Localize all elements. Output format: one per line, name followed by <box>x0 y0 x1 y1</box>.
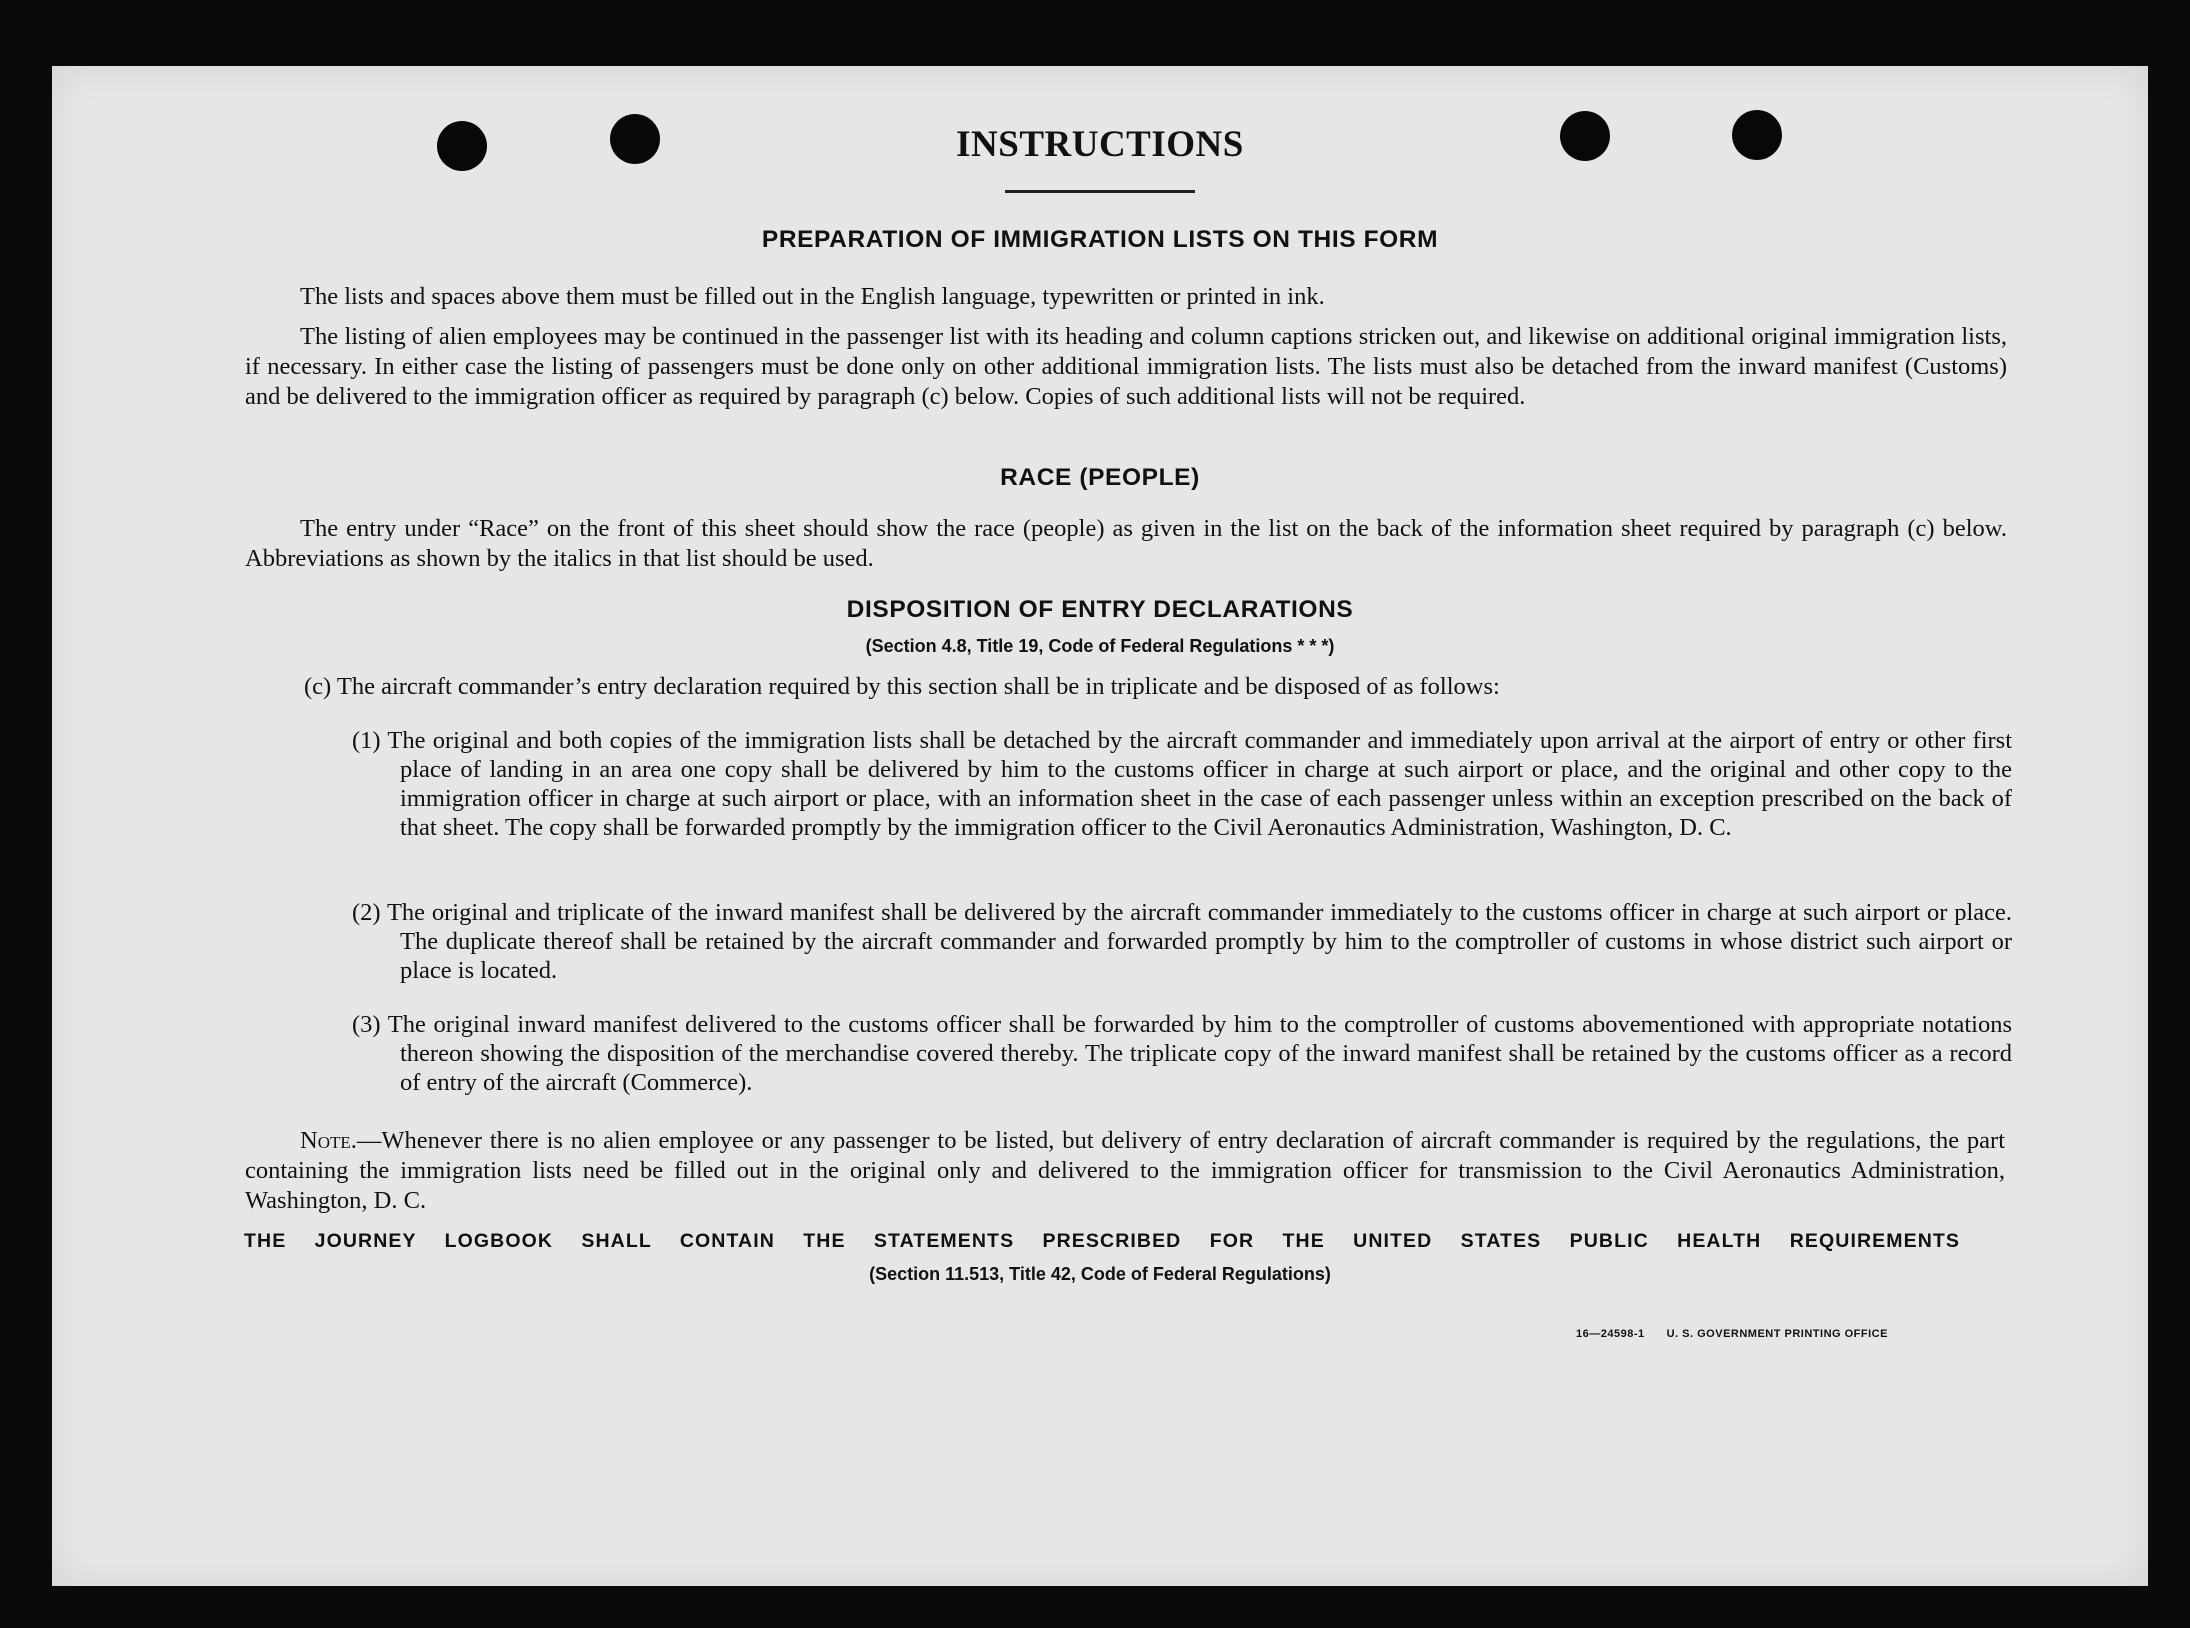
immigration-paragraph-1: The lists and spaces above them must be filled out in the English language, typewritten or printed in ink. <box>300 283 1325 310</box>
disposition-intro: (c) The aircraft commander’s entry declaration required by this section shall be in triplicate and be disposed of as follows: <box>304 673 1500 700</box>
logbook-statement: THE JOURNEY LOGBOOK SHALL CONTAIN THE STATEMENTS PRESCRIBED FOR THE UNITED STATES PUBLIC HEALTH REQUIREMENTS <box>244 1230 1960 1252</box>
immigration-heading: PREPARATION OF IMMIGRATION LISTS ON THIS FORM <box>761 226 1439 253</box>
note-label: Note. <box>300 1127 357 1154</box>
disposition-item-3: (3) The original inward manifest delivered to the customs officer shall be forwarded by him to the comptroller of customs abovementioned with appropriate notations thereon showing the disposition of the merchandise covered thereby. The triplicate copy of the inward manifest shall be retained by the customs officer as a record of entry of the aircraft (Commerce). <box>352 1011 2012 1096</box>
disposition-item-2: (2) The original and triplicate of the inward manifest shall be delivered by the aircraft commander immediately to the customs officer in charge at such airport or place. The duplicate thereof shall be retained by the aircraft commander and forwarded promptly by him to the comptroller of customs in whose district such airport or place is located. <box>352 899 2012 984</box>
title-rule <box>1005 190 1195 193</box>
note-paragraph <box>245 1126 2005 1216</box>
race-heading: RACE (PEOPLE) <box>1000 464 1200 491</box>
page-title: INSTRUCTIONS <box>956 124 1244 165</box>
form-code: 16—24598-1 <box>1576 1328 1645 1340</box>
print-footer <box>1576 1328 1888 1340</box>
race-paragraph: The entry under “Race” on the front of this sheet should show the race (people) as given in the list on the back of the information sheet required by paragraph (c) below. Abbreviations as shown by the italics in that list should be used. <box>245 515 2007 572</box>
immigration-paragraph-2: The listing of alien employees may be continued in the passenger list with its heading and column captions stricken out, and likewise on additional original immigration lists, if necessary. In either case the listing of passengers must be done only on other additional immigration lists. The lists must also be detached from the inward manifest (Customs) and be delivered to the immigration officer as required by paragraph (c) below. Copies of such additional lists will not be required. <box>245 323 2007 410</box>
logbook-citation: (Section 11.513, Title 42, Code of Federal Regulations) <box>869 1264 1331 1284</box>
printer-name: U. S. GOVERNMENT PRINTING OFFICE <box>1666 1328 1888 1340</box>
document-page <box>52 66 2148 1586</box>
disposition-subheading: (Section 4.8, Title 19, Code of Federal Regulations * * *) <box>865 636 1335 656</box>
disposition-heading: DISPOSITION OF ENTRY DECLARATIONS <box>846 596 1354 623</box>
disposition-item-1: (1) The original and both copies of the immigration lists shall be detached by the aircraft commander and immediately upon arrival at the airport of entry or other first place of landing in an area one copy shall be delivered by him to the customs officer in charge at such airport or place, and the original and other copy to the immigration officer in charge at such airport or place, with an information sheet in the case of each passenger unless within an exception prescribed on the back of that sheet. The copy shall be forwarded promptly by the immigration officer to the Civil Aeronautics Administration, Washington, D. C. <box>352 727 2012 841</box>
note-text: —Whenever there is no alien employee or any passenger to be listed, but delivery of entry declaration of aircraft commander is required by the regulations, the part containing the immigration lists need be filled out in the original only and delivered to the immigration officer for transmission to the Civil Aeronautics Administration, Washington, D. C. <box>245 1127 2005 1214</box>
